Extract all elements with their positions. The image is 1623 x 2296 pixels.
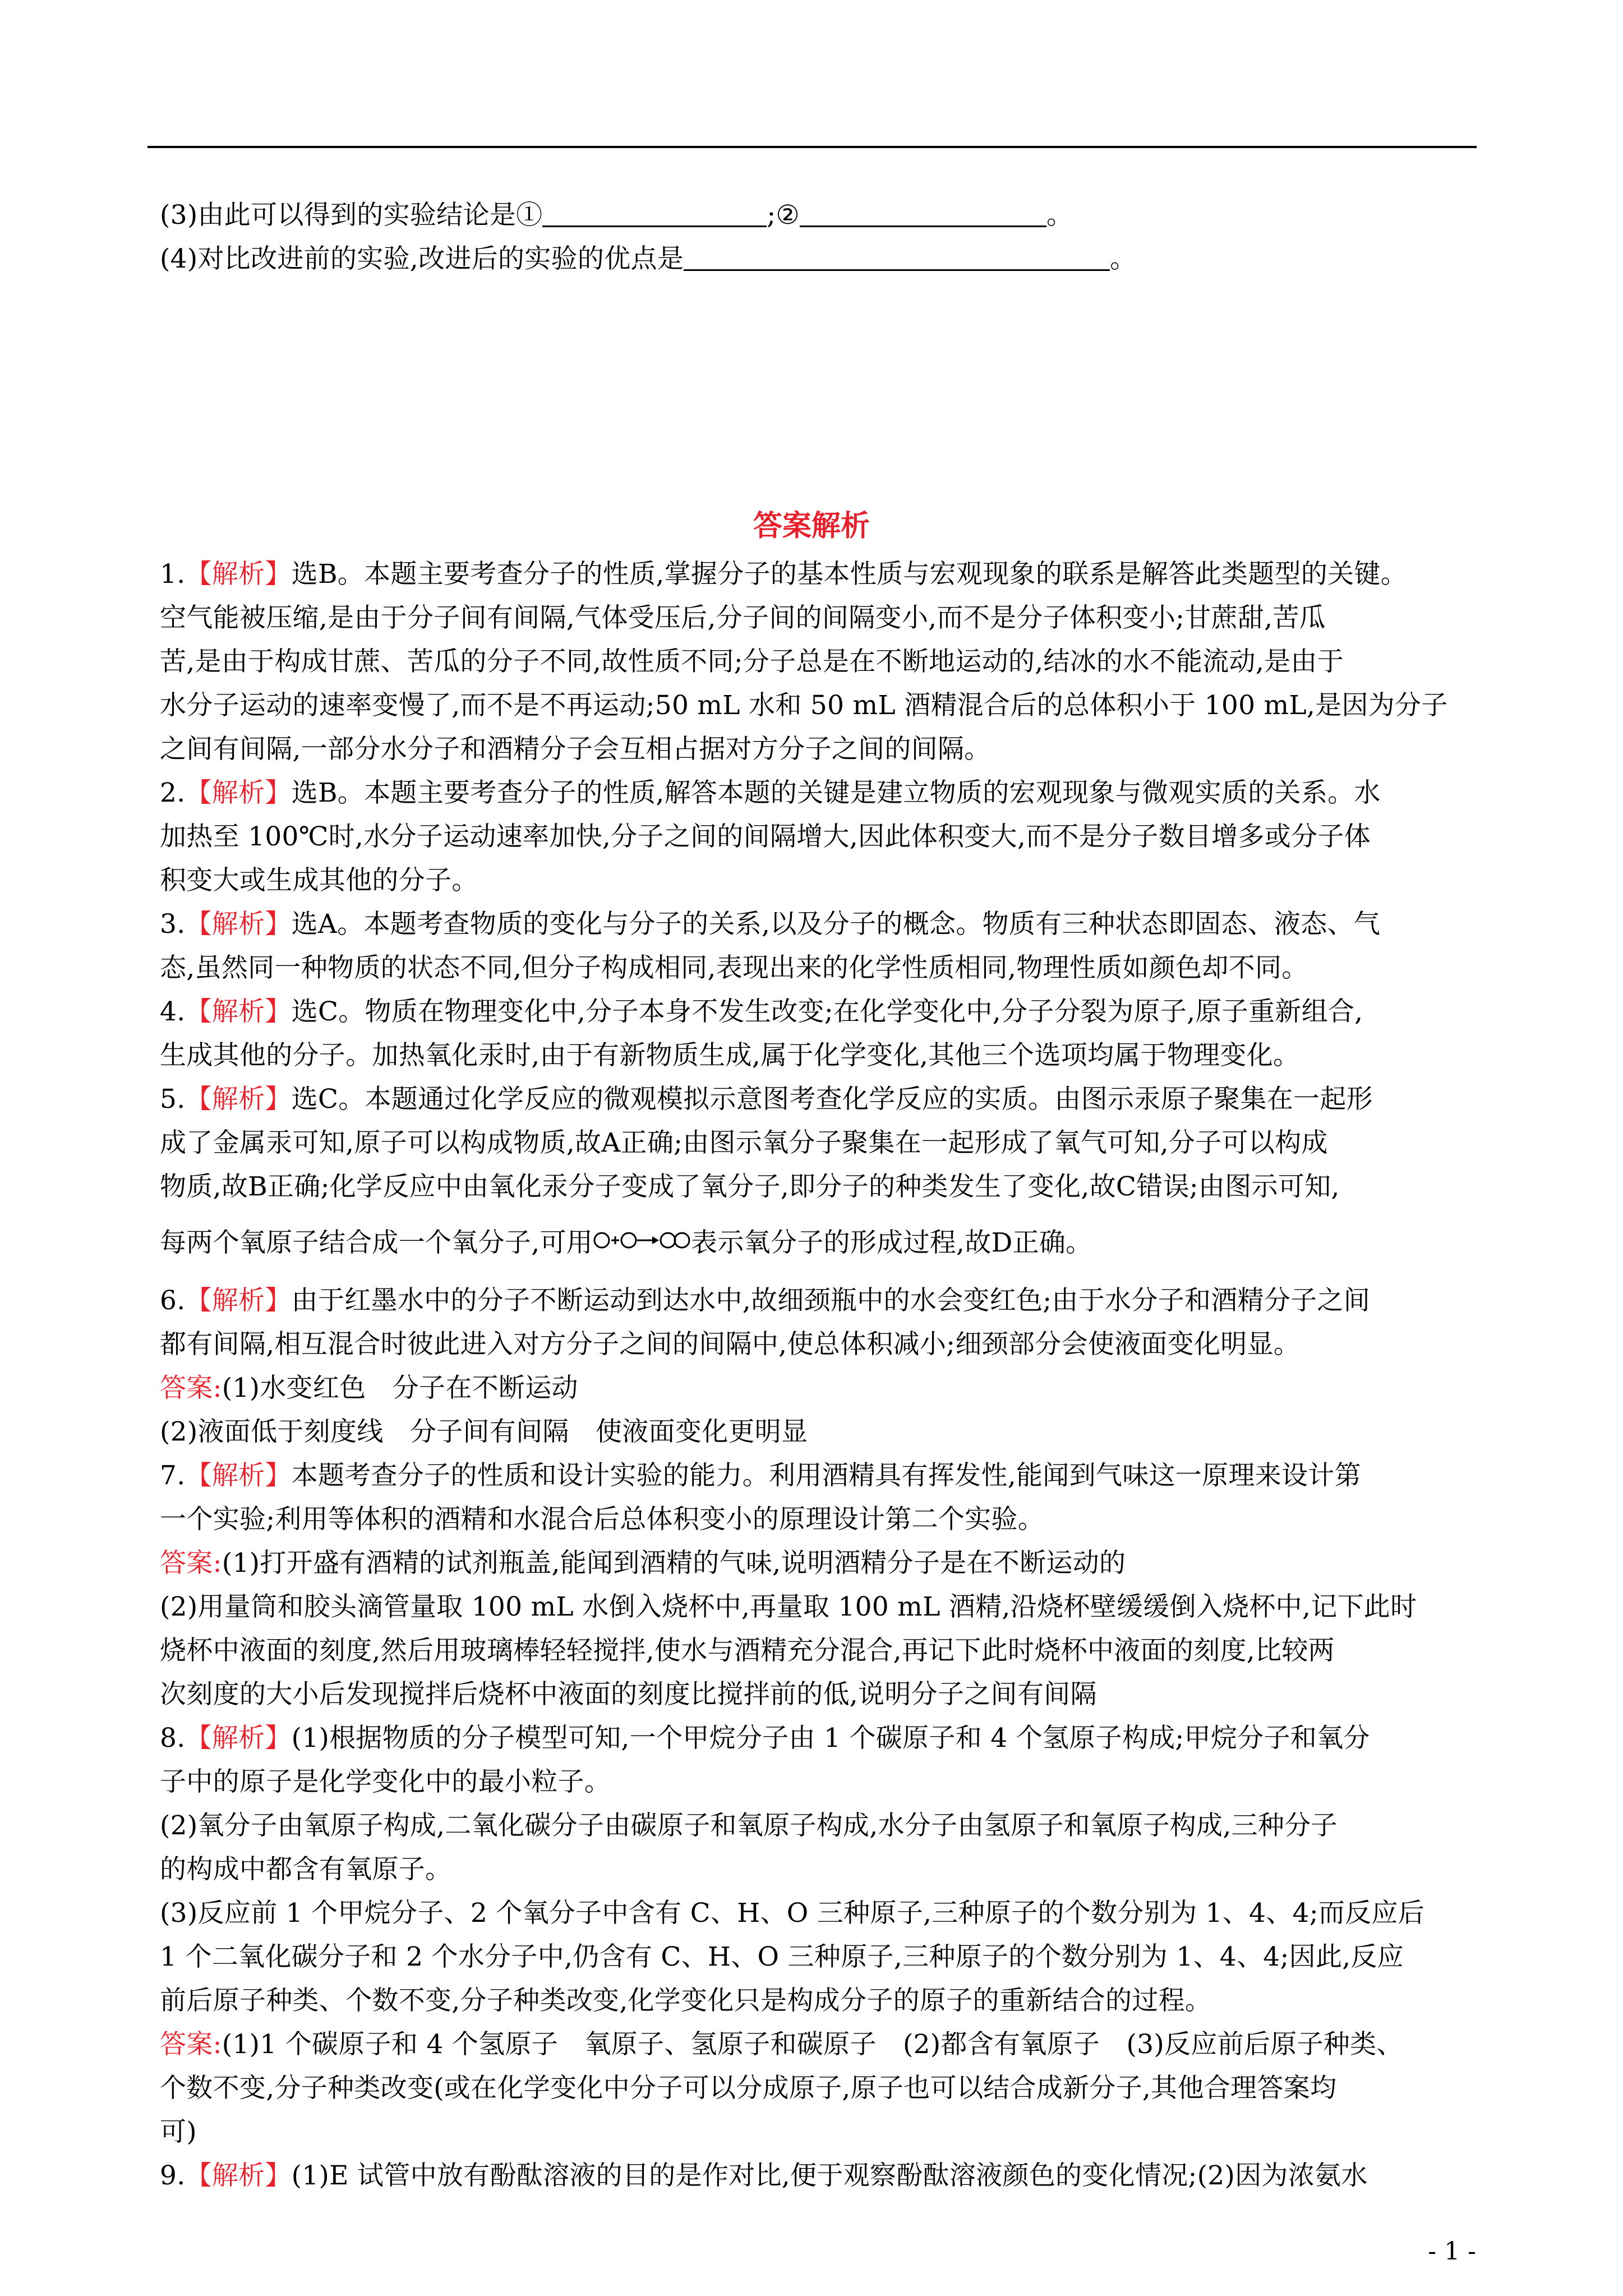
item-4 <box>160 990 1483 1078</box>
text-line: 每两个氧原子结合成一个氧分子,可用 表示氧分子的形成过程,故D正确。 <box>160 1221 1483 1267</box>
text-line: (2)氧分子由氧原子构成,二氧化碳分子由碳原子和氧原子构成,水分子由氢原子和氧原子构成,三种分子 <box>160 1810 1338 1841</box>
page-number: - 1 - <box>1428 2237 1476 2266</box>
analysis-tag: 【解析】 <box>185 559 292 590</box>
text-line: (3)反应前 1 个甲烷分子、2 个氧分子中含有 C、H、O 三种原子,三种原子的个数分别为 1、4、4;而反应后 <box>160 1898 1425 1929</box>
text-line: 的构成中都含有氧原子。 <box>160 1854 452 1885</box>
text-line: 空气能被压缩,是由于分子间有间隔,气体受压后,分子间的间隔变小,而不是分子体积变小;甘蔗甜,苦瓜 <box>160 602 1326 633</box>
answer-blank-1[interactable] <box>542 197 767 227</box>
text-line: 答案:(1)1 个碳原子和 4 个氢原子 氧原子、氢原子和碳原子 (2)都含有氧原子 (3)反应前后原子种类、 <box>160 2029 1403 2060</box>
text-line: 生成其他的分子。加热氧化汞时,由于有新物质生成,属于化学变化,其他三个选项均属于物理变化。 <box>160 1040 1300 1071</box>
text-line: (2)液面低于刻度线 分子间有间隔 使液面变化更明显 <box>160 1416 808 1447</box>
text-line: 都有间隔,相互混合时彼此进入对方分子之间的间隔中,使总体积减小;细颈部分会使液面变化明显。 <box>160 1329 1301 1360</box>
text-line: 物质,故B正确;化学反应中由氧化汞分子变成了氧分子,即分子的种类发生了变化,故C错误;由图示可知, <box>160 1171 1340 1202</box>
item-8 <box>160 1717 1483 2154</box>
analysis-tag: 【解析】 <box>185 777 292 808</box>
text-line: 一个实验;利用等体积的酒精和水混合后总体积变小的原理设计第二个实验。 <box>160 1504 1045 1535</box>
analysis-tag: 【解析】 <box>185 1285 292 1316</box>
text-line: 态,虽然同一种物质的状态不同,但分子构成相同,表现出来的化学性质相同,物理性质如颜色却不同。 <box>160 953 1308 983</box>
text-line: 答案:(1)水变红色 分子在不断运动 <box>160 1373 578 1404</box>
answer-label: 答案: <box>160 1373 222 1404</box>
text-line: 次刻度的大小后发现搅拌后烧杯中液面的刻度比搅拌前的低,说明分子之间有间隔 <box>160 1679 1097 1710</box>
text-line: 1 个二氧化碳分子和 2 个水分子中,仍含有 C、H、O 三种原子,三种原子的个数分别为 1、4、4;因此,反应 <box>160 1941 1404 1972</box>
text-line: 答案:(1)打开盛有酒精的试剂瓶盖,能闻到酒精的气味,说明酒精分子是在不断运动的 <box>160 1548 1126 1579</box>
text-line: 成了金属汞可知,原子可以构成物质,故A正确;由图示氧分子聚集在一起形成了氧气可知,分子可以构成 <box>160 1128 1328 1158</box>
answer-label: 答案: <box>160 2029 222 2060</box>
answer-label: 答案: <box>160 1548 222 1579</box>
text-line: 之间有间隔,一部分水分子和酒精分子会互相占据对方分子之间的间隔。 <box>160 734 991 765</box>
item-2 <box>160 771 1483 903</box>
item-6 <box>160 1279 1483 1454</box>
section-title: 答案解析 <box>753 509 870 543</box>
text-line: 苦,是由于构成甘蔗、苦瓜的分子不同,故性质不同;分子总是在不断地运动的,结冰的水不能流动,是由于 <box>160 646 1344 677</box>
item-9 <box>160 2154 1483 2198</box>
text-line: 水分子运动的速率变慢了,而不是不再运动;50 mL 水和 50 mL 酒精混合后的总体积小于 100 mL,是因为分子 <box>160 690 1448 721</box>
text-line: 1.【解析】选B。本题主要考查分子的性质,掌握分子的基本性质与宏观现象的联系是解答此类题型的关键。 <box>160 559 1408 590</box>
analysis-tag: 【解析】 <box>185 909 292 940</box>
text-line: 9.【解析】(1)E 试管中放有酚酞溶液的目的是作对比,便于观察酚酞溶液颜色的变化情况;(2)因为浓氨水 <box>160 2160 1368 2191</box>
text-line: 3.【解析】选A。本题考查物质的变化与分子的关系,以及分子的概念。物质有三种状态即固态、液态、气 <box>160 909 1381 940</box>
answer-blank-3[interactable] <box>684 241 1110 271</box>
answer-analysis <box>160 553 1483 2198</box>
question-3: (3)由此可以得到的实验结论是① ;② 。 <box>160 194 1483 237</box>
text-line: 7.【解析】本题考查分子的性质和设计实验的能力。利用酒精具有挥发性,能闻到气味这一原理来设计第 <box>160 1460 1361 1491</box>
analysis-tag: 【解析】 <box>185 996 292 1027</box>
question-4: (4)对比改进前的实验,改进后的实验的优点是 。 <box>160 237 1483 281</box>
text-line: 子中的原子是化学变化中的最小粒子。 <box>160 1766 611 1797</box>
analysis-tag: 【解析】 <box>185 2160 292 2191</box>
text-line: (2)用量筒和胶头滴管量取 100 mL 水倒入烧杯中,再量取 100 mL 酒精,沿烧杯壁缓缓倒入烧杯中,记下此时 <box>160 1591 1417 1622</box>
answer-blank-2[interactable] <box>800 197 1046 227</box>
text-line: 可) <box>160 2116 197 2147</box>
header-rule <box>147 146 1477 148</box>
text-line: 个数不变,分子种类改变(或在化学变化中分子可以分成原子,原子也可以结合成新分子,其他合理答案均 <box>160 2073 1337 2104</box>
analysis-tag: 【解析】 <box>185 1460 292 1491</box>
text-line: 前后原子种类、个数不变,分子种类改变,化学变化只是构成分子的原子的重新结合的过程。 <box>160 1985 1212 2016</box>
analysis-tag: 【解析】 <box>185 1723 292 1754</box>
text-line: 烧杯中液面的刻度,然后用玻璃棒轻轻搅拌,使水与酒精充分混合,再记下此时烧杯中液面的刻度,比较两 <box>160 1635 1335 1666</box>
text-line: 8.【解析】(1)根据物质的分子模型可知,一个甲烷分子由 1 个碳原子和 4 个氢原子构成;甲烷分子和氧分 <box>160 1723 1370 1754</box>
oxygen-formation-diagram <box>593 1223 691 1267</box>
item-1 <box>160 553 1483 771</box>
analysis-tag: 【解析】 <box>185 1084 292 1115</box>
question-tail <box>160 194 1483 281</box>
item-5 <box>160 1078 1483 1267</box>
item-7 <box>160 1454 1483 1717</box>
text-line: 2.【解析】选B。本题主要考查分子的性质,解答本题的关键是建立物质的宏观现象与微观实质的关系。水 <box>160 777 1381 808</box>
item-3 <box>160 903 1483 990</box>
text-line: 4.【解析】选C。物质在物理变化中,分子本身不发生改变;在化学变化中,分子分裂为原子,原子重新组合, <box>160 996 1363 1027</box>
text-line: 加热至 100℃时,水分子运动速率加快,分子之间的间隔增大,因此体积变大,而不是分子数目增多或分子体 <box>160 821 1371 852</box>
text-line: 积变大或生成其他的分子。 <box>160 865 478 896</box>
text-line: 6.【解析】由于红墨水中的分子不断运动到达水中,故细颈瓶中的水会变红色;由于水分子和酒精分子之间 <box>160 1285 1371 1316</box>
text-line: 5.【解析】选C。本题通过化学反应的微观模拟示意图考查化学反应的实质。由图示汞原子聚集在一起形 <box>160 1084 1373 1115</box>
